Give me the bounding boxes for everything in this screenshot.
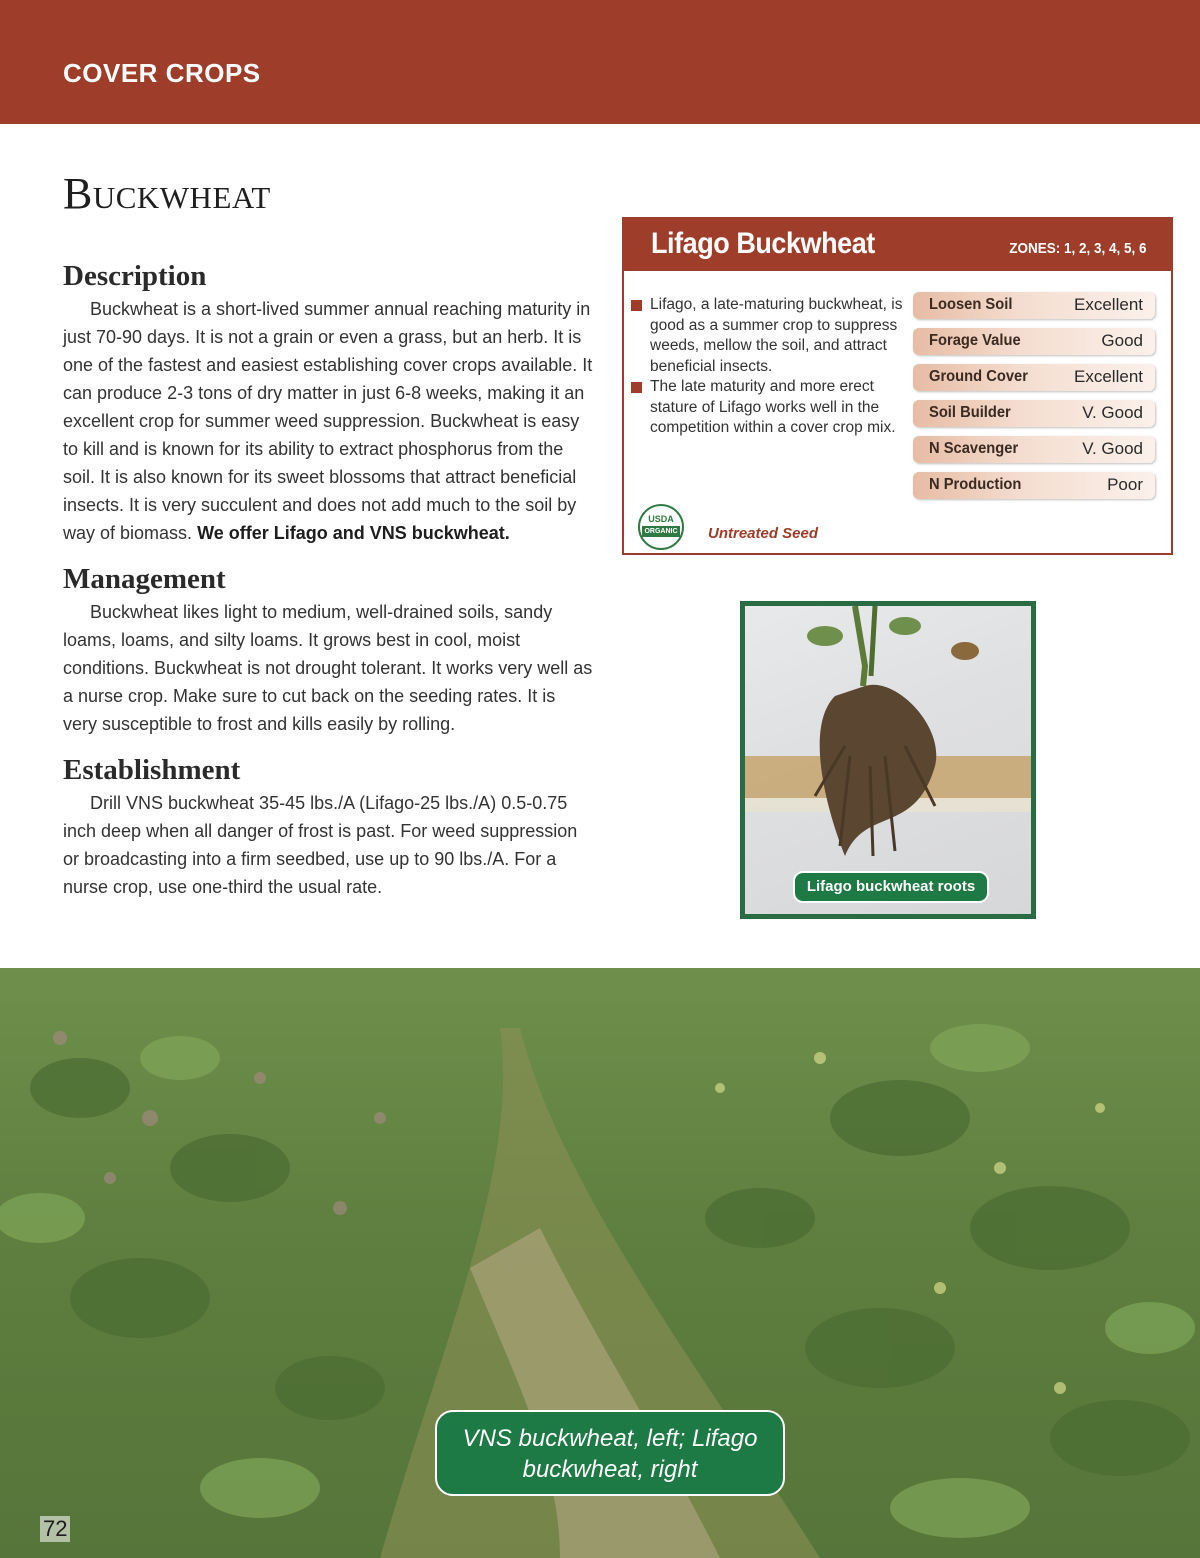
square-bullet-icon: [631, 382, 642, 393]
bullet-list: [628, 295, 913, 439]
description-section: [63, 260, 593, 547]
square-bullet-icon: [631, 300, 642, 311]
ratings-list: [913, 292, 1155, 508]
rating-row: [913, 292, 1155, 319]
page-title: Buckwheat: [63, 169, 271, 218]
zones-label: ZONES: 1, 2, 3, 4, 5, 6: [1009, 240, 1147, 257]
usda-organic-seal-icon: [638, 504, 684, 550]
header-band: [0, 0, 1200, 124]
section-title: COVER CROPS: [63, 58, 261, 88]
management-text: Buckwheat likes light to medium, well-drained soils, sandy loams, loams, and silty loams. It grows best in cool, moist conditions. Buckwheat is not drought tolerant. It works very well as a nurse crop. Make sure to cut back on the seeding rates. It is very susceptible to frost and kills easily by rolling.: [63, 602, 593, 734]
establishment-text: Drill VNS buckwheat 35-45 lbs./A (Lifago-25 lbs./A) 0.5-0.75 inch deep when all danger of frost is past. For weed suppression or broadcasting into a firm seedbed, use up to 90 lbs./A. For a nurse crop, use one-third the usual rate.: [63, 793, 578, 897]
bullet-text: The late maturity and more erect stature of Lifago works well in the competition within a cover crop mix.: [650, 378, 896, 436]
rating-row: [913, 400, 1155, 427]
rating-row: [913, 364, 1155, 391]
field-caption: VNS buckwheat, left; Lifago buckwheat, right: [435, 1410, 785, 1496]
usda-seal-top-text: USDA: [648, 514, 674, 524]
product-info-box: [622, 217, 1173, 555]
usda-seal-band-text: ORGANIC: [642, 526, 680, 537]
roots-photo: [740, 601, 1036, 919]
roots-caption: Lifago buckwheat roots: [793, 871, 989, 903]
main-text-column: [63, 260, 593, 917]
rating-value: Excellent: [1074, 367, 1143, 386]
rating-label: Ground Cover: [929, 368, 1028, 385]
rating-value: V. Good: [1082, 403, 1143, 422]
rating-label: N Scavenger: [929, 440, 1019, 457]
description-heading: Description: [63, 260, 207, 292]
rating-value: Good: [1101, 331, 1143, 350]
list-item: [628, 377, 913, 439]
roots-illustration: [745, 606, 1031, 914]
field-photo: [0, 968, 1200, 1558]
page-number: 72: [40, 1516, 70, 1542]
seed-note: Untreated Seed: [708, 525, 819, 542]
offer-text: We offer Lifago and VNS buckwheat.: [197, 523, 510, 543]
management-heading: Management: [63, 563, 226, 595]
rating-row: [913, 472, 1155, 499]
rating-row: [913, 328, 1155, 355]
rating-value: V. Good: [1082, 439, 1143, 458]
info-box-header: [624, 219, 1171, 271]
description-body: Buckwheat is a short-lived summer annual reaching maturity in just 70-90 days. It is not a grain or even a grass, but an herb. It is one of the fastest and easiest establishing cover crops available. It can produce 2-3 tons of dry matter in just 6-8 weeks, making it an excellent crop for summer weed suppression. Buckwheat is easy to kill and is known for its ability to extract phosphorus from the soil. It is also known for its sweet blossoms that attract beneficial insects. It is very succulent and does not add much to the soil by way of biomass.: [63, 299, 593, 543]
rating-value: Poor: [1107, 475, 1143, 494]
description-text: [63, 295, 593, 547]
rating-label: N Production: [929, 476, 1022, 493]
establishment-heading: Establishment: [63, 754, 241, 786]
rating-label: Soil Builder: [929, 404, 1011, 421]
bullet-text: Lifago, a late-maturing buckwheat, is good as a summer crop to suppress weeds, mellow the soil, and attract beneficial insects.: [650, 296, 903, 375]
rating-value: Excellent: [1074, 295, 1143, 314]
product-name: Lifago Buckwheat: [651, 227, 875, 260]
rating-label: Forage Value: [929, 332, 1021, 349]
management-section: [63, 563, 593, 738]
rating-row: [913, 436, 1155, 463]
establishment-section: [63, 754, 593, 901]
list-item: [628, 295, 913, 377]
rating-label: Loosen Soil: [929, 296, 1013, 313]
